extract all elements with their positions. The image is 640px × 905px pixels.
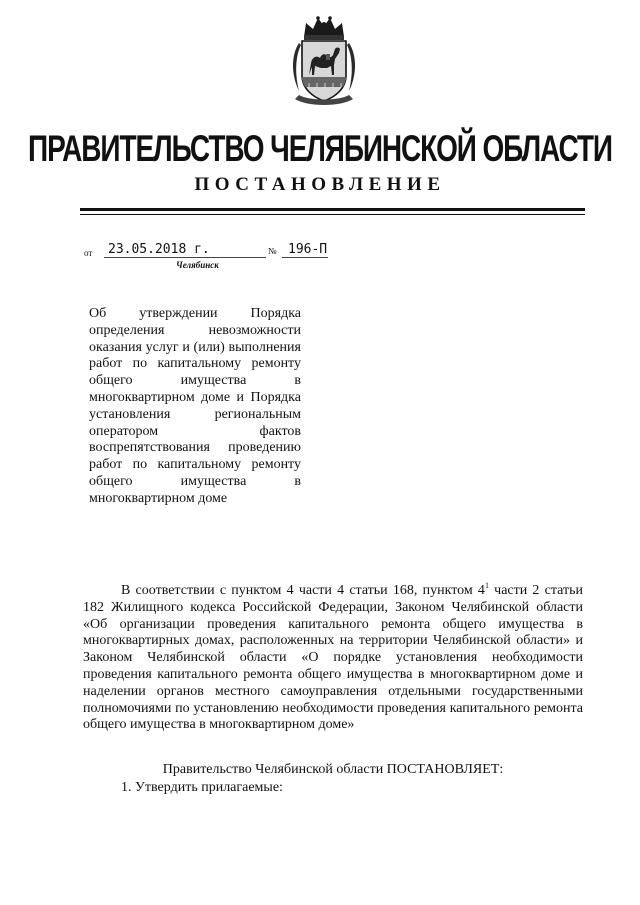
organization-title: ПРАВИТЕЛЬСТВО ЧЕЛЯБИНСКОЙ ОБЛАСТИ bbox=[28, 128, 612, 169]
header-rule-thick bbox=[80, 208, 585, 211]
chelyabinsk-coat-of-arms-icon bbox=[287, 13, 361, 109]
preamble-text-1: В соответствии с пунктом 4 части 4 статьи 168, пунктом 4 bbox=[121, 583, 485, 598]
preamble-paragraph bbox=[83, 578, 583, 734]
footnote-superscript: 1 bbox=[484, 581, 489, 590]
number-prefix: № bbox=[268, 246, 277, 256]
city-label: Челябинск bbox=[176, 260, 219, 270]
decision-line: Правительство Челябинской области ПОСТАНОВЛЯЕТ: bbox=[162, 762, 504, 777]
list-item: 1. Утвердить прилагаемые: bbox=[121, 780, 283, 795]
header-rule-thin bbox=[80, 214, 585, 215]
preamble-text-2: части 2 статьи 182 Жилищного кодекса Российской Федерации, Законом Челябинской области «Об организации проведения капитального ремонта общего имущества в многоквартирных домах, расположенных на территории Челябинской области» и Законом Челябинской области «О порядке установления необходимости проведения капитального ремонта общего имущества в многоквартирном доме и наделении органов местного самоуправления отдельными государственными полномочиями по установлению необходимости проведения капитального ремонта общего имущества в многоквартирном доме» bbox=[83, 583, 583, 733]
document-subject: Об утверждении Порядка определения невозможности оказания услуг и (или) выполнения работ по капитальному ремонту общего имущества в многоквартирном доме и Порядка установления региональным оператором фактов воспрепятствования проведению работ по капитальному ремонту общего имущества в многоквартирном доме bbox=[89, 306, 301, 506]
document-number: 196-П bbox=[282, 242, 328, 258]
document-type-heading: ПОСТАНОВЛЕНИЕ bbox=[194, 174, 446, 195]
date-prefix: от bbox=[84, 248, 93, 258]
document-date: 23.05.2018 г. bbox=[104, 242, 266, 258]
